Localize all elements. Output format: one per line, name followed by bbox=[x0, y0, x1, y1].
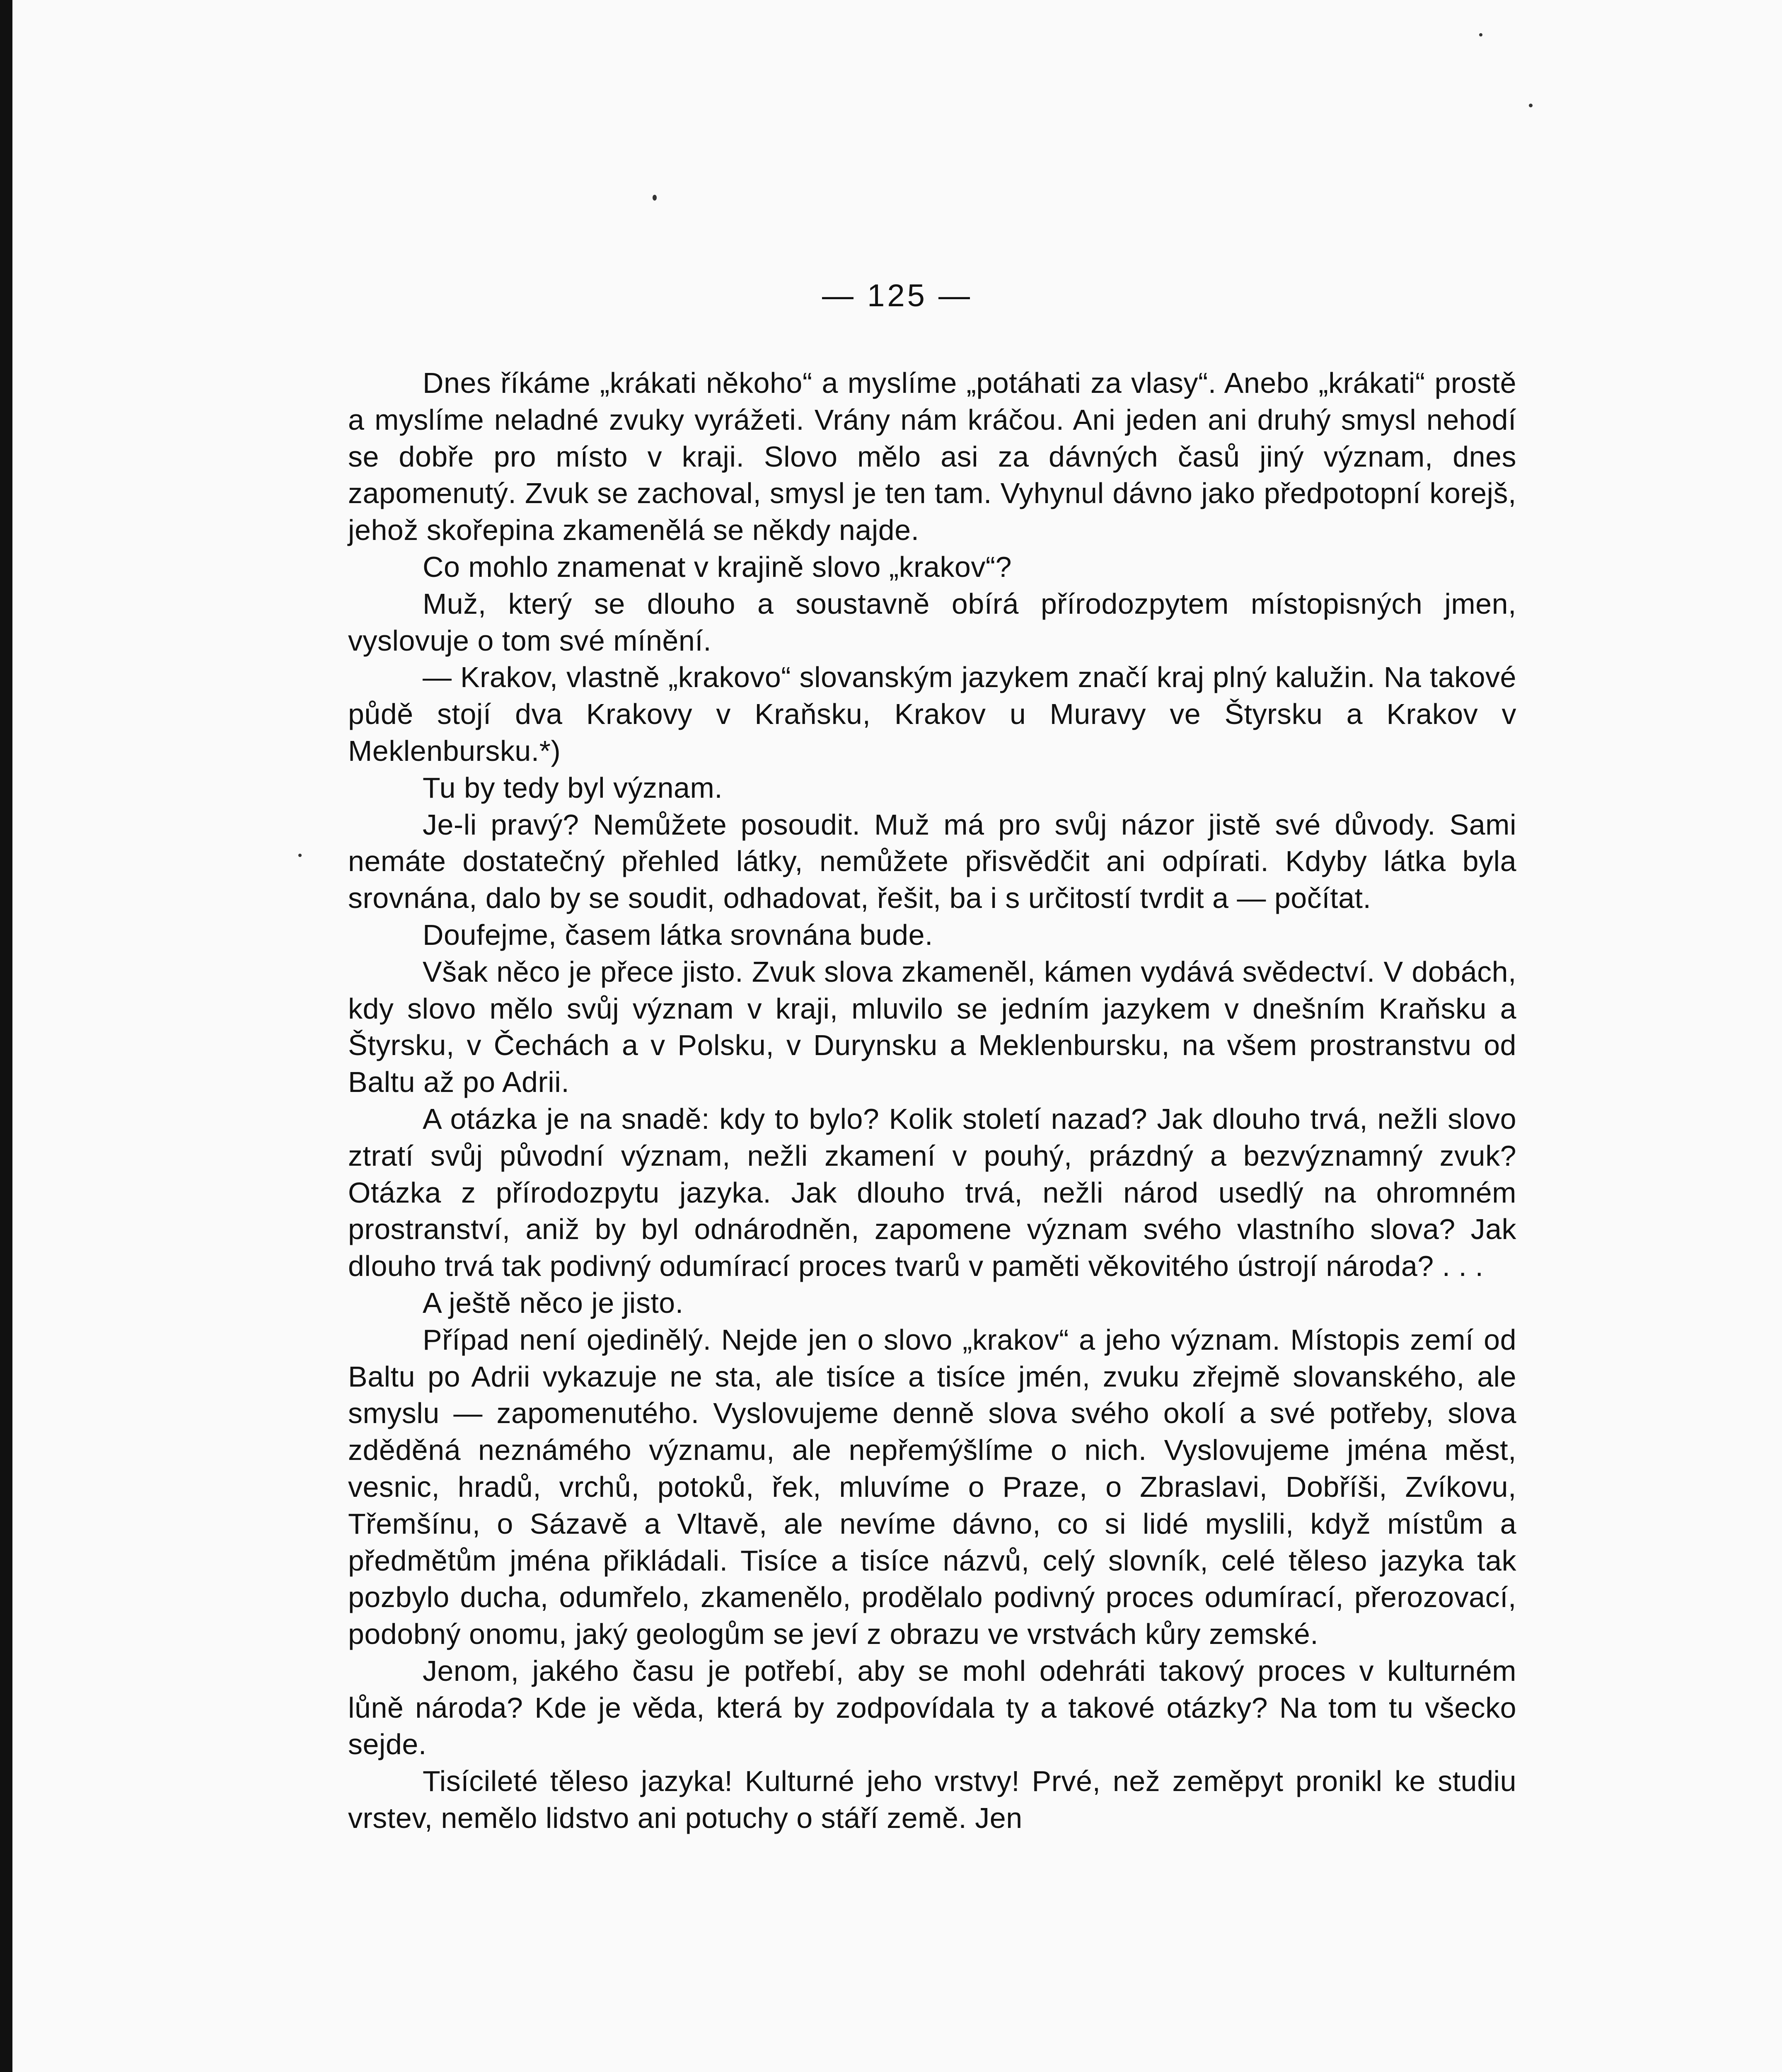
scan-speck bbox=[653, 195, 657, 201]
body-text bbox=[348, 365, 1516, 1837]
paragraph: A otázka je na snadě: kdy to bylo? Kolik století nazad? Jak dlouho trvá, nežli slovo ztratí svůj původní význam, nežli zkamení v pouhý, prázdný a bezvýznamný zvuk? Otázka z přírodozpytu jazyka. Jak dlouho trvá, nežli národ usedlý na ohromném prostranství, aniž by byl odnárodněn, zapomene význam svého vlastního slova? Jak dlouho trvá tak podivný odumírací proces tvarů v paměti věkovitého ústrojí národa? . . . bbox=[348, 1102, 1516, 1283]
paragraph: Jenom, jakého času je potřebí, aby se mohl odehráti takový proces v kulturném lůně národa? Kde je věda, která by zodpovídala ty a takové otázky? Na tom tu všecko sejde. bbox=[348, 1654, 1516, 1761]
paragraph: A ještě něco je jisto. bbox=[423, 1286, 684, 1319]
paragraph: Však něco je přece jisto. Zvuk slova zkameněl, kámen vydává svědectví. V dobách, kdy slovo mělo svůj význam v kraji, mluvilo se jedním jazykem v dnešním Kraňsku a Štyrsku, v Čechách a v Polsku, v Durynsku a Meklenbursku, na všem prostranstvu od Baltu až po Adrii. bbox=[348, 955, 1516, 1099]
paragraph: Dnes říkáme „krákati někoho“ a myslíme „potáhati za vlasy“. Anebo „krákati“ prostě a myslíme neladné zvuky vyrážeti. Vrány nám kráčou. Ani jeden ani druhý smysl nehodí se dobře pro místo v kraji. Slovo mělo asi za dávných časů jiný význam, dnes zapomenutý. Zvuk se zachoval, smysl je ten tam. Vyhynul dávno jako předpotopní korejš, jehož skořepina zkamenělá se někdy najde. bbox=[348, 367, 1516, 547]
paragraph: Doufejme, časem látka srovnána bude. bbox=[423, 918, 933, 951]
paragraph: Muž, který se dlouho a soustavně obírá přírodozpytem místopisných jmen, vyslovuje o tom své mínění. bbox=[348, 587, 1516, 657]
scan-speck bbox=[1479, 33, 1482, 36]
paragraph: Tisícileté těleso jazyka! Kulturné jeho vrstvy! Prvé, než zeměpyt pronikl ke studiu vrstev, nemělo lidstvo ani potuchy o stáří země. Jen bbox=[348, 1765, 1516, 1835]
paragraph: Případ není ojedinělý. Nejde jen o slovo „krakov“ a jeho význam. Místopis zemí od Baltu po Adrii vykazuje ne sta, ale tisíce a tisíce jmén, zvuku zřejmě slovanského, ale smyslu — zapomenutého. Vyslovujeme denně slova svého okolí a své potřeby, slova zděděná neznámého významu, ale nepřemýšlíme o nich. Vyslovujeme jména měst, vesnic, hradů, vrchů, potoků, řek, mluvíme o Praze, o Zbraslavi, Dobříši, Zvíkovu, Třemšínu, o Sázavě a Vltavě, ale nevíme dávno, co si lidé myslili, když místům a předmětům jména přikládali. Tisíce a tisíce názvů, celý slovník, celé těleso jazyka tak pozbylo ducha, odumřelo, zkamenělo, prodělalo podivný proces odumírací, přerozovací, podobný onomu, jaký geologům se jeví z obrazu ve vrstvách kůry zemské. bbox=[348, 1323, 1516, 1651]
paragraph: — Krakov, vlastně „krakovo“ slovanským jazykem značí kraj plný kalužin. Na takové půdě stojí dva Krakovy v Kraňsku, Krakov u Muravy ve Štyrsku a Krakov v Meklenbursku.*) bbox=[348, 661, 1516, 767]
paragraph: Co mohlo znamenat v krajině slovo „krakov“? bbox=[423, 550, 1012, 583]
paragraph: Tu by tedy byl význam. bbox=[423, 771, 723, 804]
book-page bbox=[12, 0, 1782, 2072]
scan-speck bbox=[298, 854, 302, 857]
scan-speck bbox=[1529, 104, 1533, 107]
scan-edge bbox=[0, 0, 12, 2072]
page-number: — 125 — bbox=[822, 278, 973, 313]
paragraph: Je-li pravý? Nemůžete posoudit. Muž má pro svůj názor jistě své důvody. Sami nemáte dostatečný přehled látky, nemůžete přisvědčit ani odpírati. Kdyby látka byla srovnána, dalo by se soudit, odhadovat, řešit, ba i s určitostí tvrdit a — počítat. bbox=[348, 808, 1516, 915]
